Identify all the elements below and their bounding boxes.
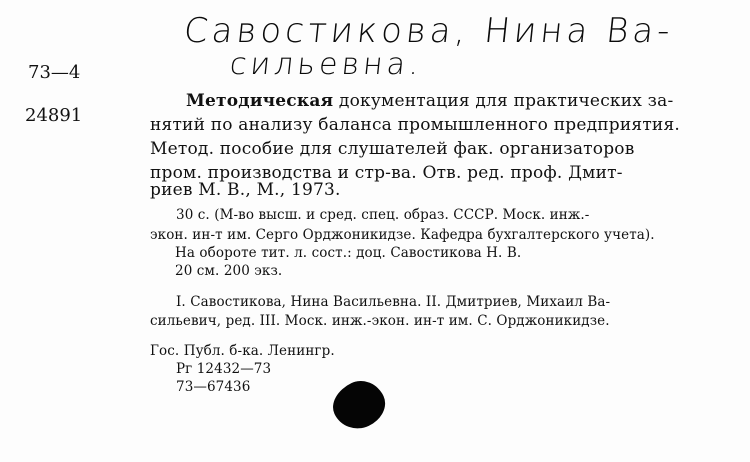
handwritten-author-line-2: сильевна. xyxy=(228,47,425,82)
ink-blot xyxy=(326,373,393,437)
library-name: Гос. Публ. б-ка. Ленингр. xyxy=(150,343,335,359)
entry-line-5: риев М. В., М., 1973. xyxy=(150,180,341,200)
entry-line-1 xyxy=(186,89,673,113)
library-record-number: 73—67436 xyxy=(176,379,251,395)
entry-line-2: нятий по анализу баланса промышленного предприятия. xyxy=(150,115,680,135)
tracings-line-1: I. Савостикова, Нина Васильевна. II. Дмитриев, Михаил Ва- xyxy=(176,294,611,310)
imprint-line-1: 30 с. (М-во высш. и сред. спец. образ. СССР. Моск. инж.- xyxy=(176,207,590,223)
shelf-code-2: 24891 xyxy=(25,105,83,126)
imprint-line-4: 20 см. 200 экз. xyxy=(175,263,283,279)
shelf-code-1: 73—4 xyxy=(28,62,81,83)
entry-line-3: Метод. пособие для слушателей фак. организаторов xyxy=(150,139,635,159)
tracings-line-2: сильевич, ред. III. Моск. инж.-экон. ин-т им. С. Орджоникидзе. xyxy=(150,313,610,329)
entry-title-bold: Методическая xyxy=(186,91,334,111)
imprint-line-3: На обороте тит. л. сост.: доц. Савостикова Н. В. xyxy=(175,245,522,261)
entry-line-4: пром. производства и стр-ва. Отв. ред. проф. Дмит- xyxy=(150,163,623,183)
library-call-number: Рг 12432—73 xyxy=(176,361,272,377)
handwritten-author-line-1: Савостикова, Нина Ва- xyxy=(181,11,676,51)
imprint-line-2: экон. ин-т им. Серго Орджоникидзе. Кафедра бухгалтерского учета). xyxy=(150,227,655,243)
entry-title-rest: документация для практических за- xyxy=(333,91,674,111)
